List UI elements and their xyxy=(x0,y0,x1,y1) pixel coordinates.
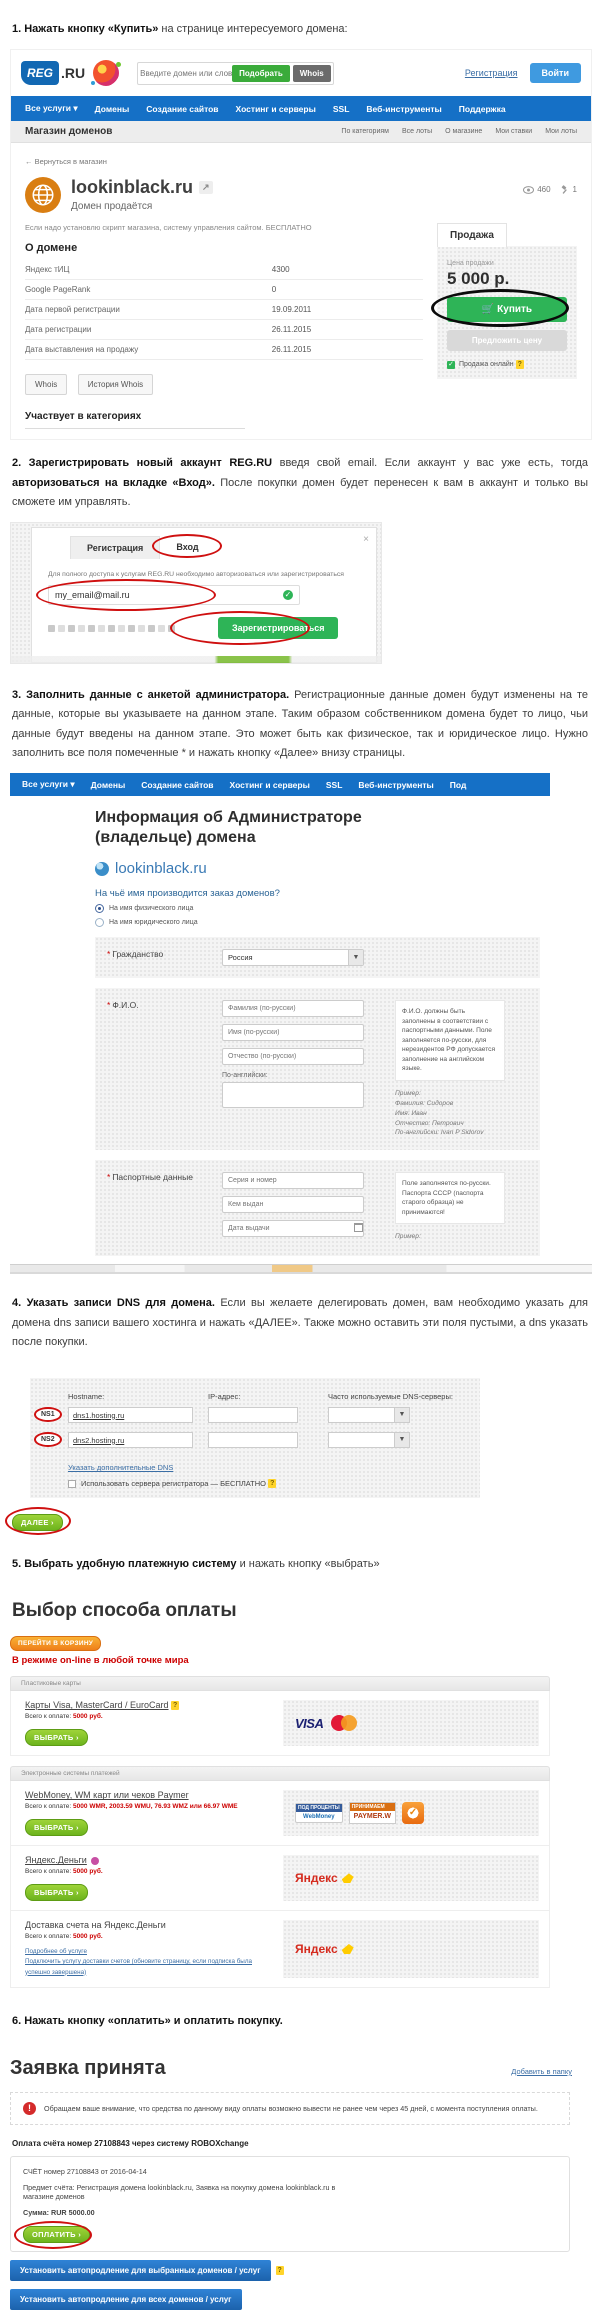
shop-link-my-lots[interactable]: Мои лоты xyxy=(545,128,577,136)
email-field xyxy=(48,585,300,605)
eye-icon xyxy=(523,186,534,194)
back-to-shop-link[interactable]: ← Вернуться в магазин xyxy=(25,157,107,167)
table-row: Google PageRank 0 xyxy=(25,280,423,300)
surname-input[interactable] xyxy=(222,1000,364,1017)
step-1-lead: 1. Нажать кнопку «Купить» xyxy=(12,23,159,35)
order-name-question: На чьё имя производится заказ доменов? xyxy=(95,888,280,899)
warning-box xyxy=(10,2092,570,2125)
email-input[interactable] xyxy=(55,590,283,600)
social-icon[interactable] xyxy=(128,625,135,632)
next-button[interactable]: ДАЛЕЕ › xyxy=(12,1514,63,1531)
shop-title: Магазин доменов xyxy=(25,126,113,138)
chevron-down-icon: ▼ xyxy=(394,1408,409,1422)
cart-icon: 🛒 xyxy=(481,304,498,316)
modal-info-text: Для полного доступа к услугам REG.RU необходимо авторизоваться или зарегистрироваться xyxy=(48,571,344,578)
external-link-icon[interactable]: ↗ xyxy=(199,181,213,194)
table-row: Дата первой регистрации 19.09.2011 xyxy=(25,300,423,320)
delivery-subscribe-link[interactable]: Подключить услугу доставки счетов (обновите страницу, если подписка была успешно завершена) xyxy=(25,1958,253,1976)
use-registrar-label: Использовать сервера регистратора — БЕСПЛАТНО xyxy=(81,1479,267,1489)
tab-login[interactable]: Вход xyxy=(160,536,214,559)
step-5-text: 5. Выбрать удобную платежную систему и нажать кнопку «выбрать» xyxy=(12,1558,380,1571)
use-registrar-checkbox[interactable] xyxy=(68,1480,76,1488)
webmoney-logo: ПОД ПРОЦЕНТЫ WebMoney xyxy=(295,1803,343,1823)
delivery-more-link[interactable]: Подробнее об услуге xyxy=(25,1948,87,1956)
order-title: Заявка принята xyxy=(10,2056,166,2079)
anniversary-badge-icon xyxy=(93,60,119,86)
invoice-subject: Предмет счёта: Регистрация домена lookinblack.ru, Заявка на покупку домена lookinblack.ru в магазине доменов xyxy=(23,2182,336,2201)
screenshot-cut-edge xyxy=(10,1264,592,1272)
valid-check-icon: ✓ xyxy=(284,590,292,599)
webmoney-link[interactable]: WebMoney, WM карт или чеков Paymer xyxy=(25,1790,189,1801)
whois-info-button[interactable]: Whois xyxy=(25,374,67,395)
social-login-icons[interactable] xyxy=(48,625,178,632)
choose-button[interactable]: ВЫБРАТЬ › xyxy=(25,1819,88,1836)
table-row: Яндекс тИЦ 4300 xyxy=(25,260,423,280)
search-submit-button[interactable]: Подобрать xyxy=(232,65,290,82)
nav-item-hosting[interactable]: Хостинг и серверы xyxy=(235,103,316,114)
table-row: Дата выставления на продажу 26.11.2015 xyxy=(25,340,423,360)
autorenew-selected-button[interactable]: Установить автопродление для выбранных доменов / услуг xyxy=(10,2260,271,2281)
social-icon[interactable] xyxy=(118,625,125,632)
chevron-down-icon: ▼ xyxy=(394,1433,409,1447)
choose-button[interactable]: ВЫБРАТЬ › xyxy=(25,1729,88,1746)
gavel-icon xyxy=(561,185,570,194)
more-dns-link[interactable]: Указать дополнительные DNS xyxy=(68,1463,174,1473)
bids-count: 1 xyxy=(561,185,577,194)
shop-link-my-bids[interactable]: Мои ставки xyxy=(495,128,533,136)
site-header xyxy=(11,50,591,96)
delivery-title: Доставка счета на Яндекс.Деньги xyxy=(25,1920,166,1931)
ns1-ip-input[interactable] xyxy=(208,1407,298,1423)
form-domain: lookinblack.ru xyxy=(95,860,592,877)
radio-company-label: На имя юридического лица xyxy=(109,919,198,926)
nav-item-webtools[interactable]: Веб-инструменты xyxy=(358,779,434,790)
payment-row-webmoney: WebMoney, WM карт или чеков Paymer Всего к оплате: 5000 WMR, 2003.59 WMU, 76.93 WMZ или 66.97 WME ВЫБРАТЬ › ПОД ПРОЦЕНТЫ WebMoney ПРИНИМАЕМ PAYMER.W ✓ xyxy=(10,1781,550,1846)
payment-row-cards: Карты Visa, MasterCard / EuroCard ? Всего к оплате: 5000 руб. ВЫБРАТЬ › VISA xyxy=(10,1691,550,1756)
dns-form-screenshot xyxy=(10,1378,592,1531)
ns2-ip-input[interactable] xyxy=(208,1432,298,1448)
sale-panel xyxy=(437,223,577,429)
social-icon[interactable] xyxy=(98,625,105,632)
main-nav xyxy=(10,773,550,796)
citizenship-panel: * Гражданство Россия ▼ xyxy=(95,937,540,978)
nav-item-support[interactable]: Под xyxy=(449,779,467,790)
ip-column-label: IP-адрес: xyxy=(208,1392,241,1402)
nav-item-domains[interactable]: Домены xyxy=(94,103,130,114)
screenshot-cut-edge xyxy=(11,656,381,663)
nav-item-ssl[interactable]: SSL xyxy=(332,103,350,114)
nav-item-ssl[interactable]: SSL xyxy=(325,779,343,790)
offer-price-button[interactable]: Предложить цену xyxy=(447,330,567,351)
shop-link-about[interactable]: О магазине xyxy=(445,128,483,136)
ns1-dns-select[interactable] xyxy=(328,1407,410,1423)
social-icon[interactable] xyxy=(168,625,175,632)
passport-help-text: Поле заполняется по-русски. Паспорта СССР (паспорта старого образца) не принимаются! xyxy=(395,1172,505,1224)
sale-price: 5 000 р. xyxy=(447,269,510,289)
nav-item-webtools[interactable]: Веб-инструменты xyxy=(366,103,442,114)
fio-panel: * Ф.И.О. Фамилия (по-русски) Имя (по-русски) Отчество (по-русски) По-английски: Ф.И.О. должны быть заполнены в соответствии с паспортными данными. Поле заполняется по-русски, для нерезидентов РФ допускается заполнение на английском языке. Пример: Фамилия: Сидоров Имя: Иван Отчество: Петрович По-английски: Ivan P Sidorov xyxy=(95,988,540,1150)
go-to-cart-button[interactable]: ПЕРЕЙТИ В КОРЗИНУ xyxy=(10,1636,101,1651)
social-icon[interactable] xyxy=(108,625,115,632)
buy-button[interactable]: 🛒 Купить xyxy=(447,297,567,322)
step-6-text: 6. Нажать кнопку «оплатить» и оплатить покупку. xyxy=(12,2014,283,2027)
payment-screenshot xyxy=(10,1600,590,1987)
social-icon[interactable] xyxy=(88,625,95,632)
domain-globe-icon xyxy=(25,177,61,213)
whois-button[interactable]: Whois xyxy=(293,65,331,82)
ns2-hostname-input[interactable] xyxy=(68,1432,193,1448)
sale-tab[interactable]: Продажа xyxy=(437,223,507,247)
group-plastic-cards: Пластиковые карты xyxy=(10,1676,550,1691)
shop-bar xyxy=(11,121,591,143)
passport-issued-input[interactable] xyxy=(222,1196,364,1213)
invoice-amount: Сумма: RUR 5000.00 xyxy=(23,2207,95,2217)
yandex-money-link[interactable]: Яндекс.Деньги xyxy=(25,1855,87,1866)
social-icon[interactable] xyxy=(158,625,165,632)
sale-price-label: Цена продажи xyxy=(447,260,494,268)
yandex-arrow-icon xyxy=(342,1873,354,1883)
passport-panel: * Паспортные данные Серия и номер Кем выдан Дата выдачи Поле заполняется по-русски. Паспорта СССР (паспорта старого образца) не принимаются! Пример: xyxy=(95,1160,540,1256)
add-to-folder-link[interactable]: Добавить в папку xyxy=(511,2066,572,2076)
about-domain-title: О домене xyxy=(25,242,78,255)
ns1-annotation: NS1 xyxy=(34,1407,62,1422)
domain-status: Домен продаётся xyxy=(71,201,153,213)
invoice-number: СЧЁТ номер 27108843 от 2016-04-14 xyxy=(23,2166,147,2176)
question-badge[interactable]: ? xyxy=(517,361,522,369)
radio-person-label: На имя физического лица xyxy=(109,905,194,912)
ns2-annotation: NS2 xyxy=(34,1432,62,1447)
fio-help-text: Ф.И.О. должны быть заполнены в соответствии с паспортными данными. Поле заполняется по-русски, для нерезидентов РФ допускается заполнение на английском языке. xyxy=(395,1000,505,1081)
login-button[interactable]: Войти xyxy=(530,63,581,83)
nav-item-site-creation[interactable]: Создание сайтов xyxy=(141,779,214,790)
regru-domain-page-screenshot xyxy=(10,49,592,440)
choose-button[interactable]: ВЫБРАТЬ › xyxy=(25,1884,88,1901)
domain-title: lookinblack.ru ↗ xyxy=(71,177,213,198)
calendar-icon[interactable] xyxy=(354,1223,363,1232)
main-nav xyxy=(11,96,591,121)
registration-modal-screenshot xyxy=(10,522,382,664)
check-icon: ✓ xyxy=(448,360,454,368)
step-3-text: 3. Заполнить данные с анкетой администратора. Регистрационные данные домен будут изменены на те данные, которые вы указываете на данном этапе. Таким образом собственником домена будет то лицо, чьи данные будут введены на данном этапе. Это может быть как физическое, так и юридическое лицо. Нужно заполнить все поля помеченные * и нажать кнопку «Далее» внизу страницы. xyxy=(12,689,589,759)
nav-item-hosting[interactable]: Хостинг и серверы xyxy=(229,779,310,790)
cards-link[interactable]: Карты Visa, MasterCard / EuroCard xyxy=(25,1700,169,1711)
radio-person[interactable] xyxy=(95,904,104,913)
regru-logo-suffix: .RU xyxy=(61,65,86,82)
yandex-arrow-icon xyxy=(342,1944,354,1954)
paymer-logo: ПРИНИМАЕМ PAYMER.W xyxy=(349,1802,396,1824)
invoice-box xyxy=(10,2156,570,2252)
globe-icon xyxy=(95,862,109,876)
online-note: В режиме on-line в любой точке мира xyxy=(12,1655,189,1667)
question-badge[interactable]: ? xyxy=(270,1480,275,1488)
nav-item-all-services[interactable]: Все услуги ▾ xyxy=(25,103,78,114)
table-row: Дата регистрации 26.11.2015 xyxy=(25,320,423,340)
name-input[interactable] xyxy=(222,1024,364,1041)
pay-button[interactable]: ОПЛАТИТЬ › xyxy=(23,2226,90,2243)
social-icon[interactable] xyxy=(148,625,155,632)
patronymic-input[interactable] xyxy=(222,1048,364,1065)
warning-text: Обращаем ваше внимание, что средства по данному виду оплаты возможно вывести не ранее чем через 45 дней, с момента поступления оплаты. xyxy=(44,2103,538,2113)
english-label: По-английски: xyxy=(222,1072,268,1079)
hostname-column-label: Hostname: xyxy=(68,1392,105,1402)
step-1-text: 1. Нажать кнопку «Купить» на странице интересуемого домена: xyxy=(12,23,348,35)
step-2-text: 2. Зарегистрировать новый аккаунт REG.RU введя свой email. Если аккаунт у вас уже есть, тогда авторизоваться на вкладке «Вход». После покупки домен будет перенесен к вам в аккаунт и только вы сможете им управлять. xyxy=(12,457,588,508)
seller-note: Если надо установлю скрипт магазина, систему управления сайтом. БЕСПЛАТНО xyxy=(25,223,312,233)
guarantee-badge-icon xyxy=(402,1802,424,1824)
passport-date-input[interactable] xyxy=(222,1220,364,1237)
search-input[interactable] xyxy=(140,69,232,78)
payment-row-invoice-delivery: Доставка счета на Яндекс.Деньги Всего к оплате: 5000 руб. Подробнее об услуге Подключить услугу доставки счетов (обновите страницу, если подписка была успешно завершена) Яндекс xyxy=(10,1911,550,1987)
social-icon[interactable] xyxy=(48,625,55,632)
social-icon[interactable] xyxy=(68,625,75,632)
english-input[interactable] xyxy=(222,1082,364,1108)
yandex-money-icon xyxy=(91,1857,99,1865)
regru-logo[interactable] xyxy=(21,61,85,85)
register-link[interactable]: Регистрация xyxy=(464,68,518,79)
whois-history-button[interactable]: История Whois xyxy=(78,374,153,395)
step-4-text: 4. Указать записи DNS для домена. Если вы желаете делегировать домен, вам необходимо указать для домена dns записи вашего хостинга и нажать «ДАЛЕЕ». Также можно оставить эти поля пустыми, а dns указать после покупки. xyxy=(12,1297,588,1348)
categories-title: Участвует в категориях xyxy=(25,411,245,429)
payment-row-yandex: Яндекс.Деньги Всего к оплате: 5000 руб. ВЫБРАТЬ › Яндекс xyxy=(10,1846,550,1911)
chevron-down-icon: ▼ xyxy=(348,950,363,965)
yandex-logo: Яндекс xyxy=(295,1871,338,1886)
close-icon[interactable]: × xyxy=(363,534,369,545)
social-icon[interactable] xyxy=(78,625,85,632)
register-button[interactable]: Зарегистрироваться xyxy=(218,617,338,639)
nav-item-site-creation[interactable]: Создание сайтов xyxy=(146,103,219,114)
auth-modal xyxy=(31,527,377,663)
nav-item-domains[interactable]: Домены xyxy=(90,779,126,790)
ns1-hostname-input[interactable] xyxy=(68,1407,193,1423)
admin-form-screenshot xyxy=(10,773,592,1274)
dns-column-label: Часто используемые DNS-серверы: xyxy=(328,1392,453,1402)
mastercard-logo xyxy=(331,1715,357,1731)
views-count: 460 xyxy=(523,185,550,194)
autorenew-all-button[interactable]: Установить автопродление для всех доменов / услуг xyxy=(10,2289,242,2310)
online-sale-label: Продажа онлайн xyxy=(459,361,514,369)
tab-registration[interactable]: Регистрация xyxy=(70,536,160,559)
question-badge[interactable]: ? xyxy=(277,2266,282,2274)
nav-item-support[interactable]: Поддержка xyxy=(458,103,506,114)
invoice-payment-title: Оплата счёта номер 27108843 через систему ROBOXchange xyxy=(12,2138,249,2148)
passport-series-input[interactable] xyxy=(222,1172,364,1189)
question-badge[interactable]: ? xyxy=(173,1702,178,1710)
visa-logo: VISA xyxy=(295,1715,324,1731)
shop-link-all-lots[interactable]: Все лоты xyxy=(401,128,433,136)
order-accepted-screenshot xyxy=(10,2057,590,2310)
domain-search-box xyxy=(137,62,334,85)
shop-link-categories[interactable]: По категориям xyxy=(341,128,389,136)
nav-item-all-services[interactable]: Все услуги ▾ xyxy=(22,779,75,789)
group-emoney: Электронные системы платежей xyxy=(10,1766,550,1781)
payment-title: Выбор способа оплаты xyxy=(12,1600,237,1622)
social-icon[interactable] xyxy=(58,625,65,632)
ns2-dns-select[interactable] xyxy=(328,1432,410,1448)
radio-company[interactable] xyxy=(95,918,104,927)
admin-form-title: Информация об Администраторе (владельце) домена xyxy=(95,809,362,846)
yandex-logo: Яндекс xyxy=(295,1942,338,1956)
citizenship-select[interactable]: Россия ▼ xyxy=(222,949,364,966)
regru-logo-badge: REG xyxy=(21,61,59,85)
warning-icon: ! xyxy=(23,2102,36,2115)
social-icon[interactable] xyxy=(138,625,145,632)
